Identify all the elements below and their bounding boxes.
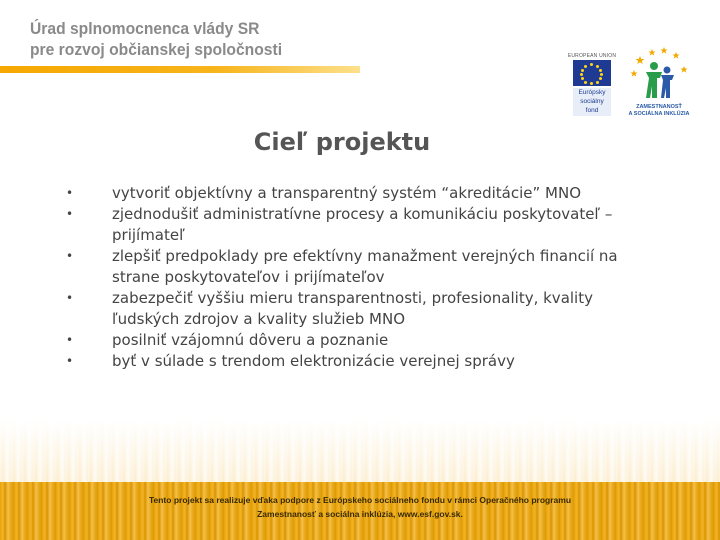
- esf-logo-caption: [573, 88, 611, 116]
- program-caption-line1: ZAMESTNANOSŤ: [636, 104, 682, 110]
- goal-text: zlepšiť predpoklady pre efektívny manažment verejných financií na strane poskytovateľov i prijímateľov: [112, 247, 618, 286]
- footer-funding-note: [100, 493, 620, 521]
- header-organization: [30, 18, 282, 60]
- footer-fade-decoration: [0, 420, 720, 482]
- people-stars-icon: [624, 46, 694, 104]
- org-name-line1: Úrad splnomocnenca vlády SR: [30, 19, 260, 38]
- goal-text: zabezpečiť vyššiu mieru transparentnosti, profesionality, kvality ľudských zdrojov a kvality služieb MNO: [112, 289, 593, 328]
- bullet-icon: •: [66, 333, 74, 347]
- program-logo: [624, 46, 694, 122]
- goals-list: [62, 183, 662, 372]
- program-caption-line2: A SOCIÁLNA INKLÚZIA: [628, 111, 690, 117]
- org-name-line2: pre rozvoj občianskej spoločnosti: [30, 40, 283, 59]
- goal-item: [62, 246, 662, 288]
- esf-caption-line: Európsky: [578, 89, 606, 96]
- goal-item: [62, 183, 662, 204]
- bullet-icon: •: [66, 249, 74, 263]
- footer-line1: Tento projekt sa realizuje vďaka podpore z Európskeho sociálneho fondu v rámci Operačného programu: [148, 495, 572, 505]
- goal-text: posilniť vzájomnú dôveru a poznanie: [112, 331, 389, 349]
- goal-item: [62, 330, 662, 351]
- esf-logo: [567, 53, 617, 121]
- footer-line2: Zamestnanosť a sociálna inklúzia, www.esf.gov.sk.: [257, 509, 463, 519]
- slide-title: Cieľ projektu: [253, 128, 431, 156]
- goal-item: [62, 351, 662, 372]
- bullet-icon: •: [66, 186, 74, 200]
- bullet-icon: •: [66, 291, 74, 305]
- header-accent-bar: [0, 66, 360, 73]
- goal-item: [62, 288, 662, 330]
- goal-item: [62, 204, 662, 246]
- goal-text: byť v súlade s trendom elektronizácie verejnej správy: [112, 352, 515, 370]
- goal-text: vytvoriť objektívny a transparentný systém “akreditácie” MNO: [112, 184, 581, 202]
- bullet-icon: •: [66, 354, 74, 368]
- goal-text: zjednodušiť administratívne procesy a komunikáciu poskytovateľ – prijímateľ: [112, 205, 613, 244]
- esf-logo-top-text: EUROPEAN UNION: [567, 53, 617, 59]
- eu-flag-icon: [573, 60, 611, 86]
- program-logo-caption: [624, 104, 694, 118]
- bullet-icon: •: [66, 207, 74, 221]
- esf-caption-line: fond: [585, 107, 599, 114]
- esf-caption-line: sociálny: [580, 98, 604, 105]
